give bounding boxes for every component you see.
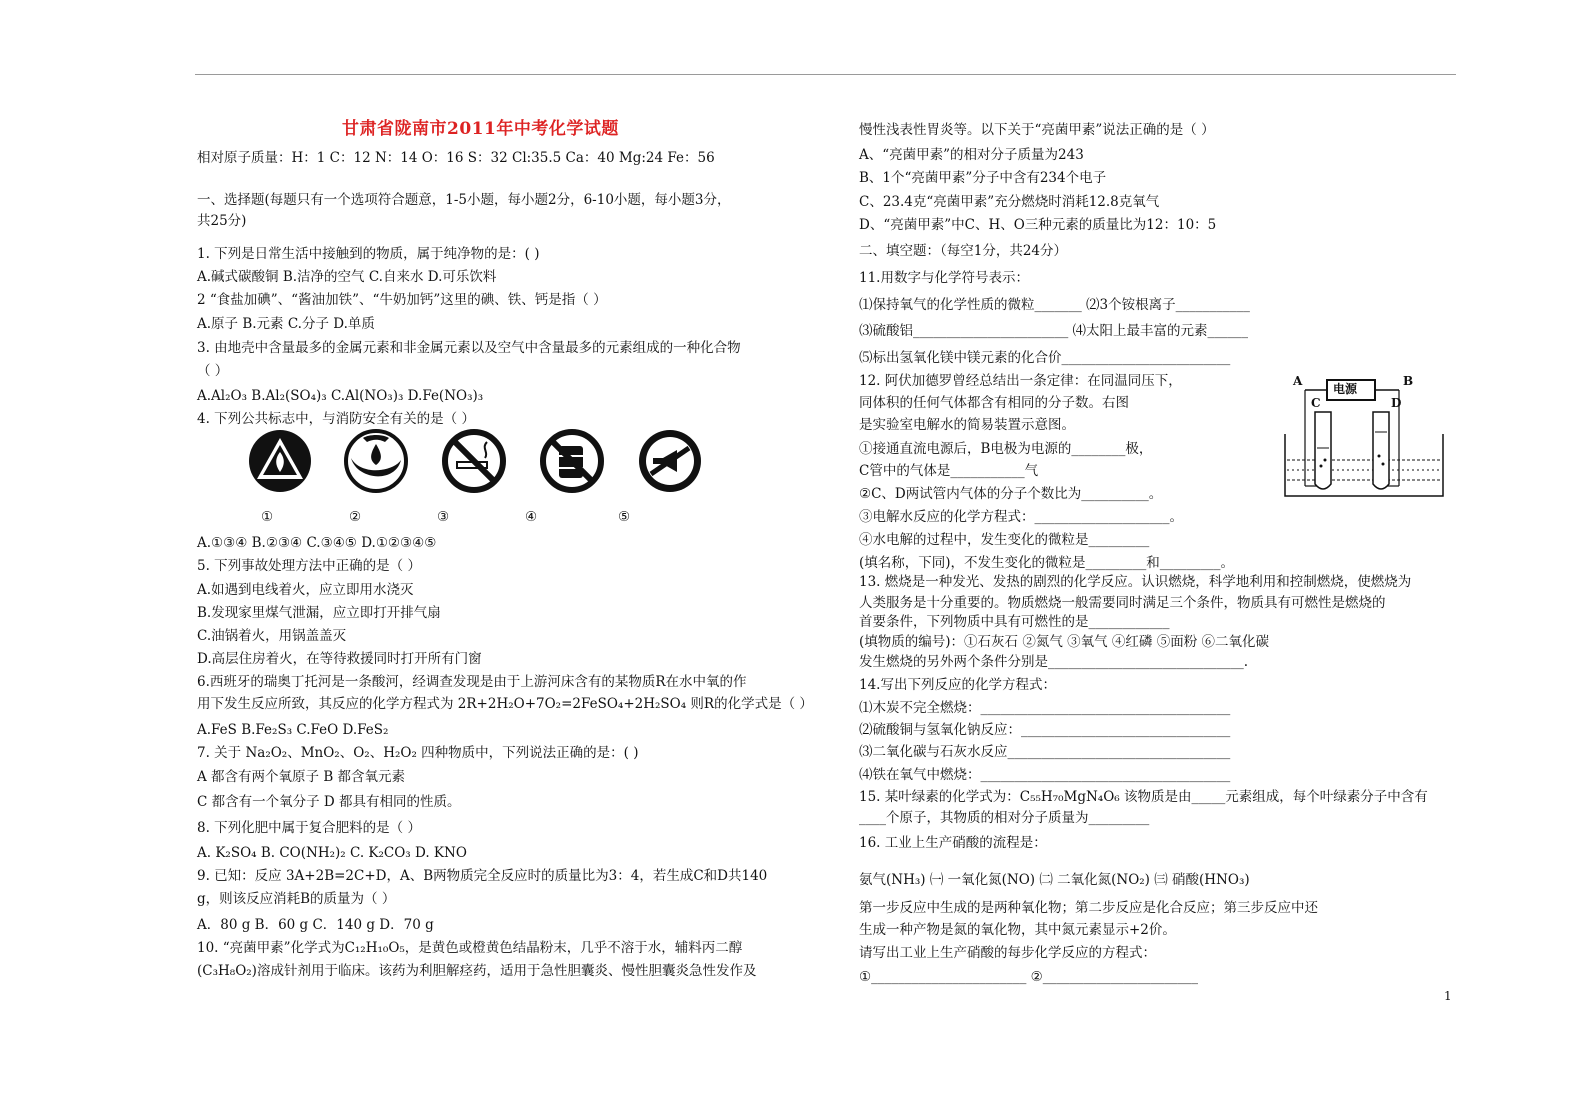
- question-13-cont-1: 人类服务是十分重要的。物质燃烧一般需要同时满足三个条件，物质具有可燃性是燃烧的: [859, 595, 1386, 611]
- question-4: 4. 下列公共标志中，与消防安全有关的是（ ）: [197, 411, 475, 427]
- question-3-blank: （ ）: [197, 363, 229, 379]
- question-7-options-ab: A 都含有两个氧原子 B 都含氧元素: [197, 769, 406, 785]
- page-title: 甘肃省陇南市2011年中考化学试题: [342, 119, 619, 139]
- question-12-part-4: ④水电解的过程中，发生变化的微粒是_________: [859, 532, 1150, 548]
- question-11: 11.用数字与化学符号表示：: [859, 270, 1029, 286]
- question-1-options: A.碱式碳酸铜 B.洁净的空气 C.自来水 D.可乐饮料: [197, 269, 497, 285]
- question-6: 6.西班牙的瑞奥丁托河是一条酸河，经调查发现是由于上游河床含有的某物质R在水中氧的作: [197, 674, 747, 690]
- question-11-part-1-2: ⑴保持氧气的化学性质的微粒_______ ⑵3个铵根离子___________: [859, 297, 1250, 313]
- sign-number-1: ①: [261, 509, 274, 525]
- question-5: 5. 下列事故处理方法中正确的是（ ）: [197, 558, 421, 574]
- question-13-choices: (填物质的编号)：①石灰石 ②氮气 ③氧气 ④红磷 ⑤面粉 ⑥二氧化碳: [859, 634, 1269, 650]
- question-13-cont-3: 发生燃烧的另外两个条件分别是_____________________________.: [859, 654, 1249, 670]
- power-label: 电源: [1333, 382, 1358, 396]
- section-two-heading: 二、填空题：（每空1分，共24分）: [859, 243, 1068, 259]
- question-7: 7. 关于 Na₂O₂、MnO₂、O₂、H₂O₂ 四种物质中，下列说法正确的是：( ): [197, 745, 639, 761]
- question-14-part-1: ⑴木炭不完全燃烧：_____________________________________: [859, 700, 1231, 716]
- question-12-part-1: ①接通直流电源后，B电极为电源的________极，: [859, 441, 1153, 457]
- question-14-part-2: ⑵硫酸铜与氢氧化钠反应：_______________________________: [859, 722, 1231, 738]
- question-10-option-d: D、“亮菌甲素”中C、H、O三种元素的质量比为12：10：5: [859, 217, 1217, 233]
- question-4-options: A.①③④ B.②③④ C.③④⑤ D.①②③④⑤: [197, 535, 437, 551]
- question-16-answers: ①_______________________ ②_______________________: [859, 969, 1198, 985]
- question-10-stem: 慢性浅表性胃炎等。以下关于“亮菌甲素”说法正确的是（ ）: [859, 122, 1215, 138]
- flammable-warning-icon: [247, 428, 313, 494]
- question-16-cont-3: 请写出工业上生产硝酸的每步化学反应的方程式：: [859, 945, 1156, 961]
- sign-number-5: ⑤: [618, 509, 631, 525]
- question-10-option-c: C、23.4克“亮菌甲素”充分燃烧时消耗12.8克氧气: [859, 194, 1160, 210]
- section-one-heading-cont: 共25分): [197, 213, 247, 229]
- question-10-option-b: B、1个“亮菌甲素”分子中含有234个电子: [859, 170, 1107, 186]
- tube-label-d: D: [1391, 396, 1402, 410]
- tube-label-c: C: [1311, 396, 1321, 410]
- question-1: 1. 下列是日常生活中接触到的物质，属于纯净物的是：( ): [197, 246, 540, 262]
- question-12-cont-1: 同体积的任何气体都含有相同的分子数。右图: [859, 395, 1129, 411]
- no-horn-icon: [637, 428, 703, 494]
- public-signs-row: [245, 428, 725, 498]
- question-11-part-3-4: ⑶硫酸铝_______________________ ⑷太阳上最丰富的元素______: [859, 323, 1249, 339]
- electrode-label-a: A: [1293, 374, 1303, 388]
- electrode-label-b: B: [1403, 374, 1414, 388]
- question-9-options: A．80 g B．60 g C．140 g D．70 g: [197, 917, 434, 933]
- question-3: 3. 由地壳中含量最多的金属元素和非金属元素以及空气中含量最多的元素组成的一种化合物: [197, 340, 741, 356]
- question-8: 8. 下列化肥中属于复合肥料的是（ ）: [197, 820, 421, 836]
- question-12-part-3: ③电解水反应的化学方程式：____________________。: [859, 509, 1183, 525]
- question-10-cont: (C₃H₈O₂)溶成针剂用于临床。该药为利胆解痉药，适用于急性胆囊炎、慢性胆囊炎急性发作及: [197, 963, 757, 979]
- sign-number-3: ③: [437, 509, 450, 525]
- question-10-option-a: A、“亮菌甲素”的相对分子质量为243: [859, 147, 1084, 163]
- water-drop-hand-icon: [343, 428, 409, 494]
- nitric-acid-flow: 氨气(NH₃) ㈠ 一氧化氮(NO) ㈡ 二氧化氮(NO₂) ㈢ 硝酸(HNO₃): [859, 872, 1250, 888]
- top-rule: [195, 74, 1456, 75]
- section-one-heading: 一、选择题(每题只有一个选项符合题意，1-5小题，每小题2分，6-10小题，每小题3分，: [197, 192, 731, 208]
- question-7-options-cd: C 都含有一个氧分子 D 都具有相同的性质。: [197, 794, 461, 810]
- question-12: 12. 阿伏加德罗曾经总结出一条定律：在同温同压下，: [859, 373, 1182, 389]
- question-5-option-c: C.油锅着火，用锅盖盖灭: [197, 628, 347, 644]
- no-oil-drum-icon: [539, 428, 605, 494]
- question-9: 9. 已知：反应 3A+2B=2C+D，A、B两物质完全反应时的质量比为3：4，若生成C和D共140: [197, 868, 768, 884]
- question-12-cont-2: 是实验室电解水的简易装置示意图。: [859, 417, 1075, 433]
- question-15-cont: ____个原子，其物质的相对分子质量为_________: [859, 810, 1150, 826]
- electrolysis-apparatus: [1277, 376, 1455, 500]
- sign-number-2: ②: [349, 509, 362, 525]
- question-13-cont-2: 首要条件，下列物质中具有可燃性的是____________: [859, 614, 1170, 630]
- question-13: 13. 燃烧是一种发光、发热的剧烈的化学反应。认识燃烧，科学地利用和控制燃烧，使燃烧为: [859, 574, 1412, 590]
- question-5-option-d: D.高层住房着火，在等待救援同时打开所有门窗: [197, 651, 482, 667]
- question-2: 2 “食盐加碘”、“酱油加铁”、“牛奶加钙”这里的碘、铁、钙是指（ ）: [197, 292, 607, 308]
- question-16-cont-1: 第一步反应中生成的是两种氧化物；第二步反应是化合反应；第三步反应中还: [859, 900, 1318, 916]
- question-11-part-5: ⑸标出氢氧化镁中镁元素的化合价_________________________: [859, 350, 1231, 366]
- atomic-mass-line: 相对原子质量：H：1 C：12 N：14 O：16 S：32 Cl:35.5 Ca：40 Mg:24 Fe：56: [197, 150, 715, 166]
- page-number: 1: [1444, 989, 1452, 1003]
- no-smoking-icon: [441, 428, 507, 494]
- question-14-part-3: ⑶二氧化碳与石灰水反应_________________________________: [859, 744, 1231, 760]
- question-15: 15. 某叶绿素的化学式为：C₅₅H₇₀MgN₄O₆ 该物质是由_____元素组成，每个叶绿素分子中含有: [859, 789, 1428, 805]
- question-8-options: A. K₂SO₄ B. CO(NH₂)₂ C. K₂CO₃ D. KNO: [197, 845, 467, 861]
- question-12-part-1-cont: C管中的气体是___________气: [859, 463, 1039, 479]
- question-10: 10. “亮菌甲素”化学式为C₁₂H₁₀O₅，是黄色或橙黄色结晶粉末，几乎不溶于水，辅料丙二醇: [197, 940, 743, 956]
- question-5-option-a: A.如遇到电线着火，应立即用水浇灭: [197, 582, 414, 598]
- question-14-part-4: ⑷铁在氧气中燃烧：_____________________________________: [859, 767, 1231, 783]
- question-12-part-4-cont: (填名称，下同)，不发生变化的微粒是_________和_________。: [859, 555, 1235, 571]
- question-16-cont-2: 生成一种产物是氮的氧化物，其中氮元素显示+2价。: [859, 922, 1176, 938]
- question-6-options: A.FeS B.Fe₂S₃ C.FeO D.FeS₂: [197, 722, 389, 738]
- question-16: 16. 工业上生产硝酸的流程是：: [859, 835, 1047, 851]
- question-5-option-b: B.发现家里煤气泄漏，应立即打开排气扇: [197, 605, 441, 621]
- question-2-options: A.原子 B.元素 C.分子 D.单质: [197, 316, 375, 332]
- electrolysis-diagram: [1277, 376, 1455, 500]
- question-3-options: A.Al₂O₃ B.Al₂(SO₄)₃ C.Al(NO₃)₃ D.Fe(NO₃)₃: [197, 388, 484, 404]
- sign-number-4: ④: [525, 509, 538, 525]
- question-9-cont: g，则该反应消耗B的质量为（ ）: [197, 891, 396, 907]
- question-6-cont: 用下发生反应所致，其反应的化学方程式为 2R+2H₂O+7O₂=2FeSO₄+2H₂SO₄ 则R的化学式是（ ）: [197, 696, 813, 712]
- question-12-part-2: ②C、D两试管内气体的分子个数比为__________。: [859, 486, 1163, 502]
- question-14: 14.写出下列反应的化学方程式：: [859, 677, 1056, 693]
